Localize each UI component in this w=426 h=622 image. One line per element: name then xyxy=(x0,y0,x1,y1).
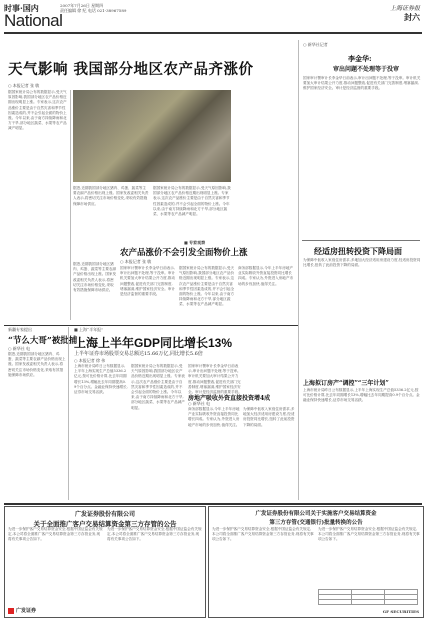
lead-byline: ○ 本报记者 张 敏 xyxy=(8,83,40,88)
ad-right-text-2: 为进一步保护客户交易结算资金安全,根据中国证监会有关规定,本公司将全面推广客户交易结算资金第三方存管业务,现将有关事项公告如下。 xyxy=(318,527,420,542)
dragon-byline: ○ 新华社 电 xyxy=(8,346,31,351)
gdp-text-1: 上海市统计局昨日公布数据显示,上半年上海实现生产总值5336.2亿元,按可比价格计算,比去年同期增长13%,增幅比去年同期提高0.9个百分点。金融业保持快速增长,证券市场交易活跃。 xyxy=(74,364,128,395)
editor-line: 责任编辑 徐 纪 电话 021-38967589 xyxy=(60,8,127,13)
ad-left-title: 关于全面推广客户交易结算资金第三方存管的公告 xyxy=(33,520,177,528)
divider xyxy=(298,40,299,500)
paper-name: 上海证券报 xyxy=(389,5,420,12)
footer-brand-en: GF SECURITIES xyxy=(382,609,419,614)
page-label: 封六 xyxy=(404,12,420,22)
mid-byline: ○ 本报记者 张 敏 xyxy=(120,259,152,264)
section-title-cn: 时事·国内 xyxy=(4,3,39,13)
gdp-headline: 上海上半年GDP同比增长13% xyxy=(74,336,233,350)
columnist-text: 国家审计署审计长李金华日前表示,审计出问题不处理,等于没审。审计机关要加大审计结果公开力度,推动问题整改,促进有关部门完善制度,堵塞漏洞,维护国家经济安全。审计是经济监督的重要手段。 xyxy=(303,76,421,91)
section-title-en: National xyxy=(4,11,63,30)
lead-photo xyxy=(73,90,231,182)
ad-rule xyxy=(4,503,422,505)
lead-text-col1: 据国家统计局公布的数据显示,受天气原因影响,我国部分地区农产品价格近期出现明显上涨。专家表示,这次农产品涨价主要是由于自然灾害和季节性因素造成的,并不会引起全面的物价上涨。今年以来,由于南方持续降雨和北方干旱,部分地区蔬菜、水果等农产品减产明显。 xyxy=(8,90,67,131)
gdp-text-2: 据国家统计局公布的数据显示,受天气原因影响,我国部分地区农产品价格近期出现明显上涨。专家表示,这次农产品涨价主要是由于自然灾害和季节性因素造成的,并不会引起全面的物价上涨。今年以来,由于南方持续降雨和北方干旱,部分地区蔬菜、水果等农产品减产明显。 xyxy=(131,364,185,410)
gdp-subhead: 上半年证券市场股票交易总额达15.66万亿,同比增长5.6倍 xyxy=(74,351,203,357)
masthead-rule xyxy=(4,32,422,34)
lead-headline: 天气影响 我国部分地区农产品齐涨价 xyxy=(8,61,254,78)
ad-left-text-2: 为进一步保护客户交易结算资金安全,根据中国证监会有关规定,本公司将全面推广客户交易结算资金第三方存管业务,现将有关事项公告如下。 xyxy=(107,527,202,542)
mid-text-left: 据悉,近期我国部分地区猪肉、鸡蛋、蔬菜等主要农副产品价格出现上涨。国家发改委相关负责人表示,将密切关注市场价格变化,采取有效措施保障市场供应。 xyxy=(73,262,117,293)
mid-text-col3: 商务部数据显示,今年上半年房地产业实际吸收外资直接投资同比增长四成。专家认为,外资进入房地产市场的步伐加快,值得关注。 xyxy=(238,266,294,286)
brand-logo-icon xyxy=(8,608,14,614)
lead-text-col2b: 据国家统计局公布的数据显示,受天气原因影响,我国部分地区农产品价格近期出现明显上涨。专家表示,这次农产品涨价主要是由于自然灾害和季节性因素造成的,并不会引起全面的物价上涨。今年以来,由于南方持续降雨和北方干旱,部分地区蔬菜、水果等农产品减产明显。 xyxy=(153,186,231,217)
property-headline: 房地产吸收外资直接投资增4成 xyxy=(188,395,271,402)
mid-headline: 农产品涨价不会引发全面物价上涨 xyxy=(120,248,248,258)
shanghai-text: 上海市统计局昨日公布数据显示,上半年上海实现生产总值5336.2亿元,按可比价格计算,比去年同期增长13%,增幅比去年同期提高0.9个百分点。金融业保持快速增长,证券市场交易活跃。 xyxy=(303,388,420,403)
ad-left xyxy=(4,506,206,618)
property-text-1: 商务部数据显示,今年上半年房地产业实际吸收外资直接投资同比增长四成。专家认为,外资进入房地产市场的步伐加快,值得关注。 xyxy=(188,407,240,427)
ad-right-company: 广发证券股份有限公司关于实施客户交易结算资金 xyxy=(255,511,377,517)
side-text: 为保障中低收入家庭住房需求,多地加大经济适用房建设力度,经适房投资同比增长,扭转了此前投资下降的局面。 xyxy=(303,258,421,268)
ad-right-text-1: 为进一步保护客户交易结算资金安全,根据中国证监会有关规定,本公司将全面推广客户交易结算资金第三方存管业务,现将有关事项公告如下。 xyxy=(212,527,314,542)
shanghai-headline: 上海拟订房产“调控”“三年计划” xyxy=(303,380,389,387)
property-byline: ○ 新华社 电 xyxy=(188,401,211,406)
ad-left-logo xyxy=(8,607,36,614)
mid-rule xyxy=(4,325,298,326)
date-line: 2007年7月26日 星期四 xyxy=(60,3,104,8)
lead-text-col2: 据悉,近期我国部分地区猪肉、鸡蛋、蔬菜等主要农副产品价格出现上涨。国家发改委相关负责人表示,将密切关注市场价格变化,采取有效措施保障市场供应。 xyxy=(73,186,149,206)
gdp-byline: ○ 本报记者 徐 伟 xyxy=(74,358,106,363)
property-text-2: 为保障中低收入家庭住房需求,多地加大经济适用房建设力度,经适房投资同比增长,扭转了此前投资下降的局面。 xyxy=(243,407,295,427)
mid-text-col2: 据国家统计局公布的数据显示,受天气原因影响,我国部分地区农产品价格近期出现明显上涨。专家表示,这次农产品涨价主要是由于自然灾害和季节性因素造成的,并不会引起全面的物价上涨。今年以来,由于南方持续降雨和北方干旱,部分地区蔬菜、水果等农产品减产明显。 xyxy=(179,266,235,307)
ad-right-title: 第三方存管(交通银行)批量转换的公告 xyxy=(269,520,363,526)
masthead-date-block xyxy=(60,3,210,13)
columnist-subtitle: 审出问题不处理等于没审 xyxy=(333,66,400,73)
ad-left-company: 广发证券股份有限公司 xyxy=(74,511,135,518)
ad-right xyxy=(208,506,424,618)
right-rule xyxy=(302,240,420,241)
mid-text-col1: 国家审计署审计长李金华日前表示,审计出问题不处理,等于没审。审计机关要加大审计结果公开力度,推动问题整改,促进有关部门完善制度,堵塞漏洞,维护国家经济安全。审计是经济监督的重要手段。 xyxy=(120,266,176,297)
gdp-kicker: ■ 上海“半年报” xyxy=(74,327,104,332)
mid-kicker: ■ 专家观察 xyxy=(184,240,206,245)
footer-logo-text: 广发证券 xyxy=(16,608,37,614)
gdp-text-3: 国家审计署审计长李金华日前表示,审计出问题不处理,等于没审。审计机关要加大审计结果公开力度,推动问题整改,促进有关部门完善制度,堵塞漏洞,维护国家经济安全。审计是经济监督的重要手段。 xyxy=(188,364,242,395)
dragon-kicker: 新疆专家提出 xyxy=(8,327,32,332)
ad-left-text-1: 为进一步保护客户交易结算资金安全,根据中国证监会有关规定,本公司将全面推广客户交易结算资金第三方存管业务,现将有关事项公告如下。 xyxy=(8,527,103,542)
columnist-byline: ○ 新华社记者 xyxy=(303,42,328,47)
columnist-title: 李金华: xyxy=(348,54,372,63)
ad-table xyxy=(318,589,418,605)
dragon-headline: “节么大哥”被批捕 xyxy=(8,336,78,346)
divider xyxy=(70,90,71,320)
side-headline: 经适房扭转投资下降局面 xyxy=(314,246,402,256)
dragon-text: 据悉,近期我国部分地区猪肉、鸡蛋、蔬菜等主要农副产品价格出现上涨。国家发改委相关负责人表示,将密切关注市场价格变化,采取有效措施保障市场供应。 xyxy=(8,352,66,377)
divider xyxy=(68,327,69,500)
